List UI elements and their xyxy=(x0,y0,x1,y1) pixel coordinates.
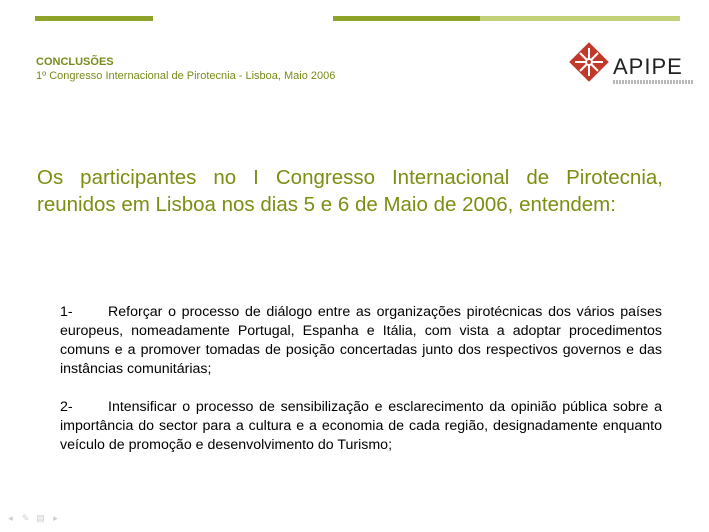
list-item xyxy=(60,398,662,455)
pen-icon[interactable]: ✎ xyxy=(21,513,30,523)
next-icon[interactable]: ▸ xyxy=(53,513,58,523)
slide-headline: Os participantes no I Congresso Internacional de Pirotecnia, reunidos em Lisboa nos dias 5 e 6 de Maio de 2006, entendem: xyxy=(37,166,663,216)
menu-icon[interactable]: ▤ xyxy=(36,513,45,523)
list-item xyxy=(60,303,662,379)
list-item-number: 2- xyxy=(60,399,73,415)
apipe-logo xyxy=(565,38,690,90)
logo-tagline-mark xyxy=(613,80,693,84)
top-accent-bar-right xyxy=(480,16,680,21)
apipe-logo-icon xyxy=(565,38,613,86)
header-subtitle: 1º Congresso Internacional de Pirotecnia - Lisboa, Maio 2006 xyxy=(36,70,336,82)
slideshow-controls xyxy=(6,514,60,523)
prev-icon[interactable]: ◂ xyxy=(8,513,13,523)
top-accent-bar-middle xyxy=(333,16,480,21)
top-accent-bar-left xyxy=(35,16,153,21)
header-title: CONCLUSÕES xyxy=(36,56,114,68)
conclusions-list xyxy=(60,303,662,474)
slide-header xyxy=(36,56,456,83)
list-item-text: Intensificar o processo de sensibilização e esclarecimento da opinião pública sobre a importância do sector para a cultura e a economia de cada região, designadamente enquanto veículo de promoção e desenvolvimento do Turismo; xyxy=(60,399,662,453)
list-item-number: 1- xyxy=(60,304,73,320)
list-item-text: Reforçar o processo de diálogo entre as organizações pirotécnicas dos vários países europeus, nomeadamente Portugal, Espanha e Itália, com vista a adoptar procedimentos comuns e a promover tomadas de posição concertadas junto dos respectivos governos e das instâncias comunitárias; xyxy=(60,304,662,377)
logo-text: APIPE xyxy=(613,54,683,79)
